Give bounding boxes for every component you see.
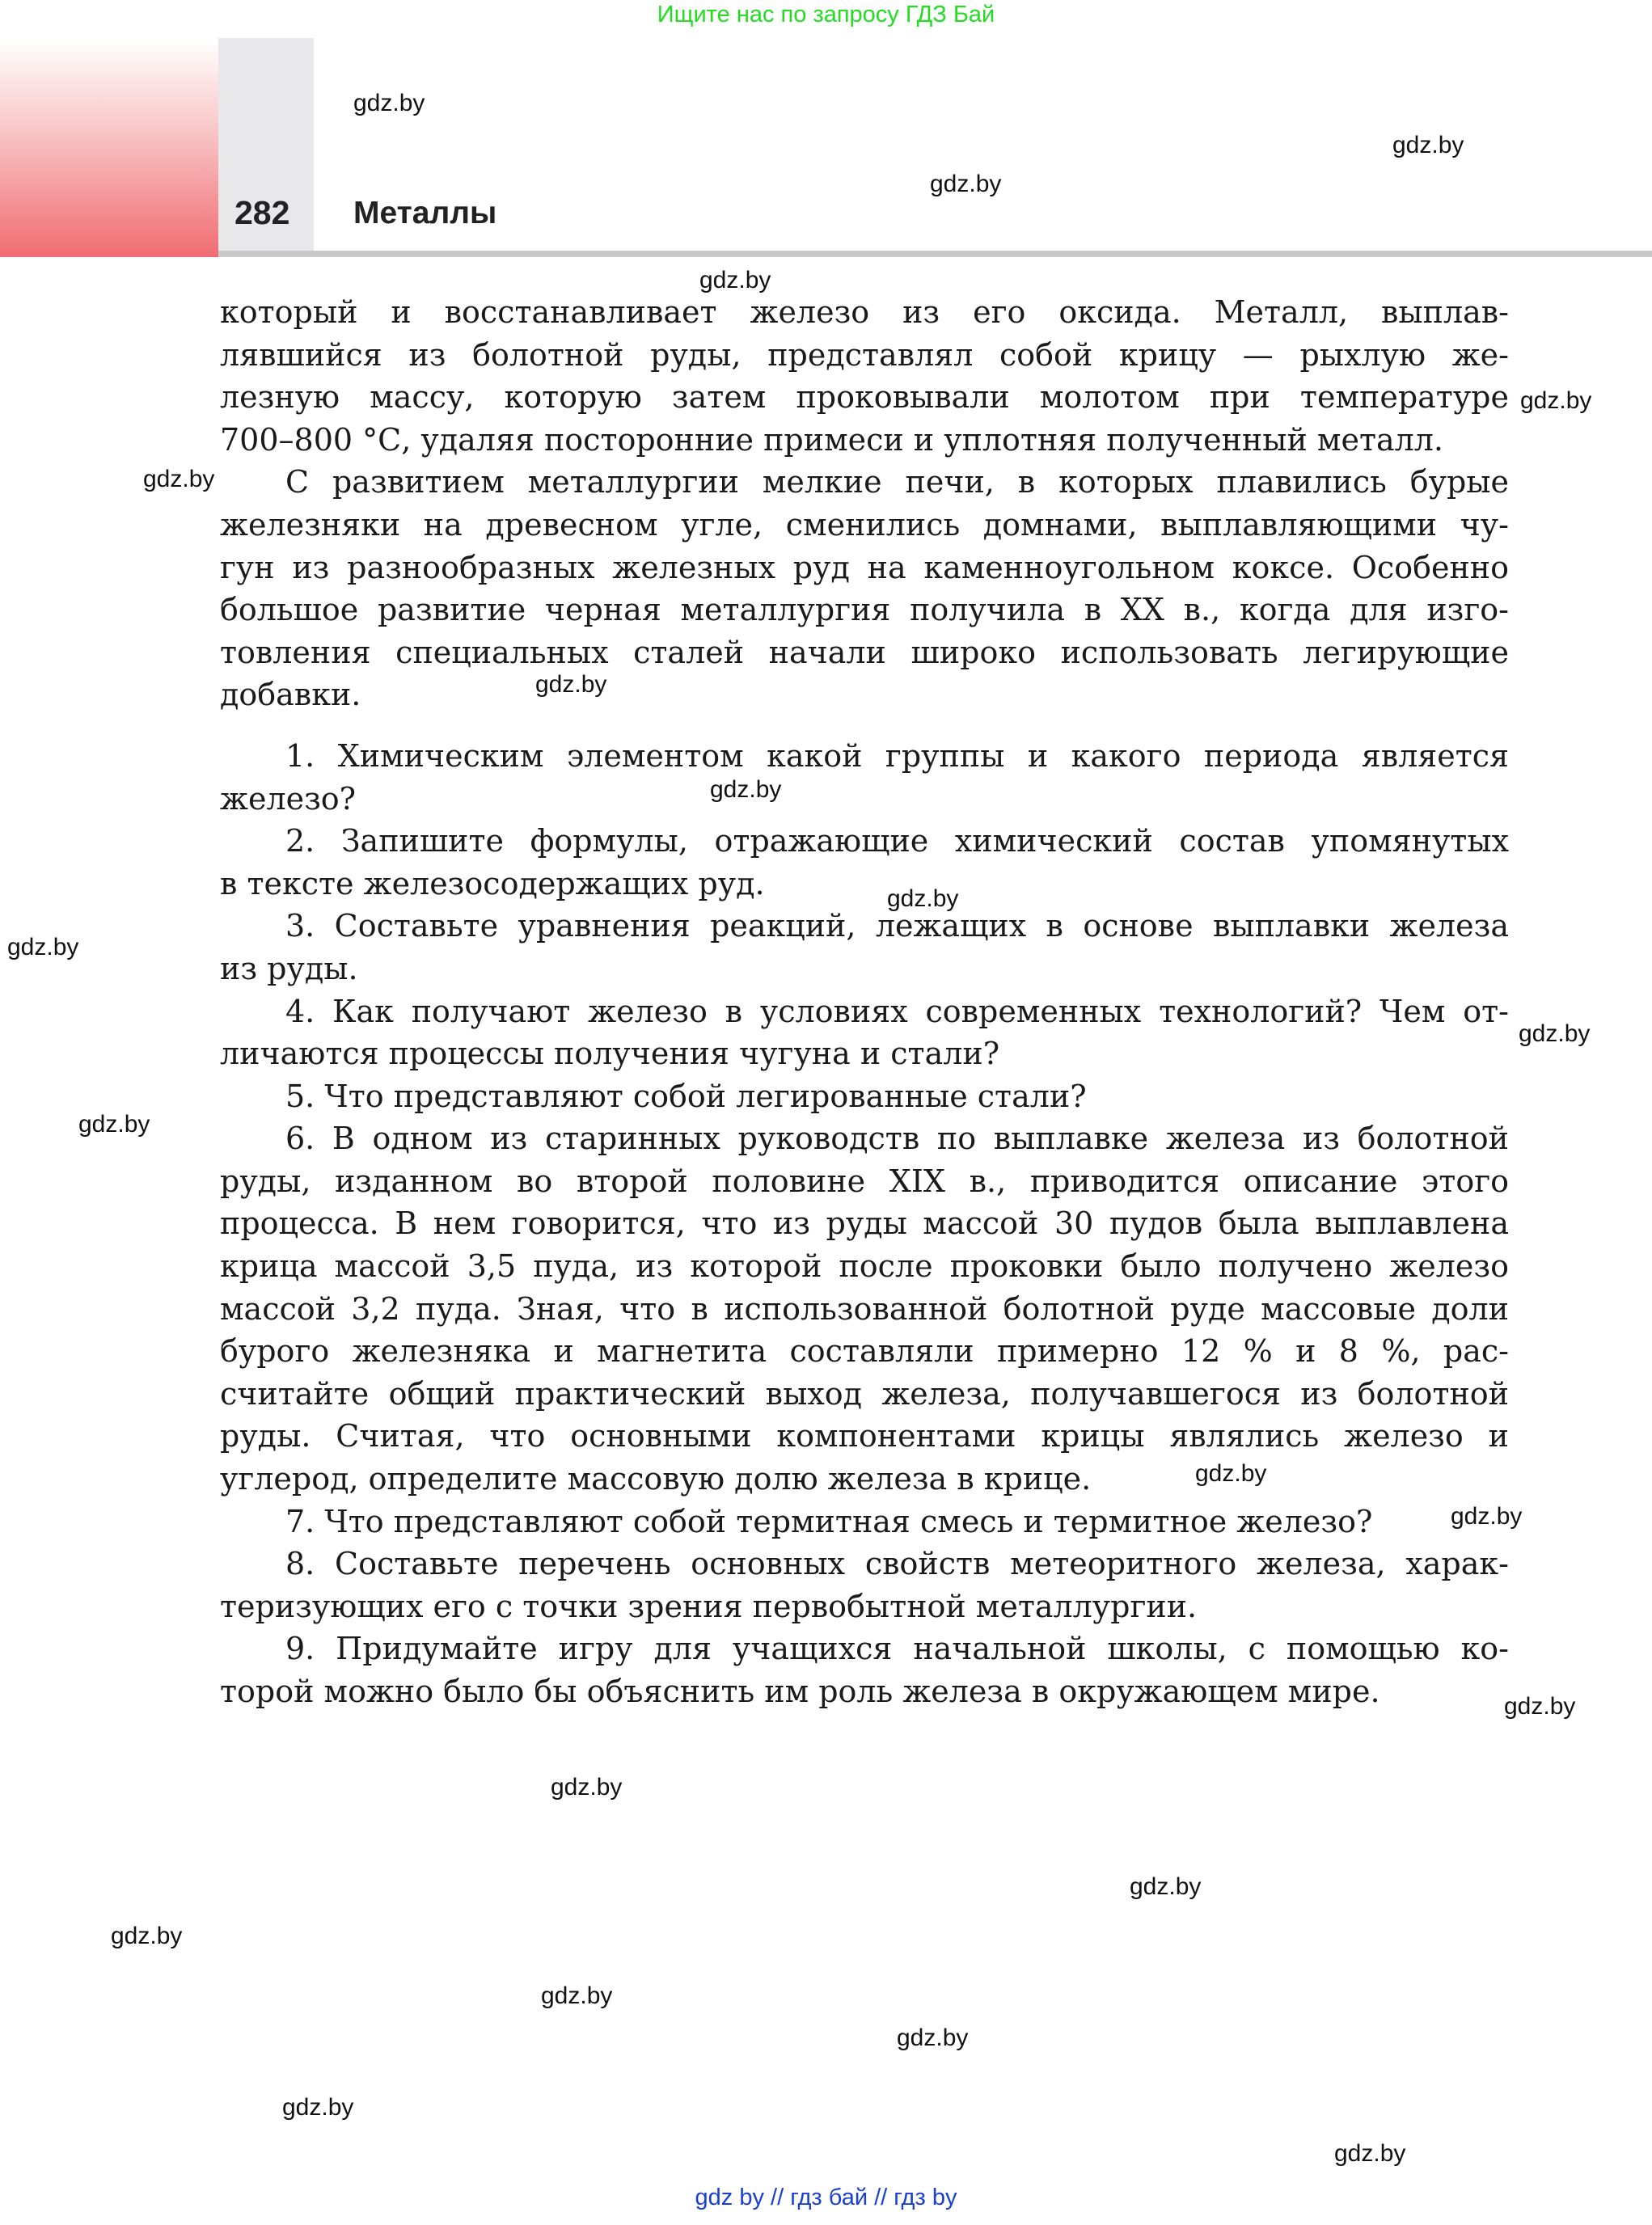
text-line: углерод, определите массовую долю железа в крице. — [220, 1461, 1092, 1497]
watermark: gdz.by — [78, 1111, 150, 1138]
watermark: gdz.by — [1519, 1020, 1591, 1047]
text-line: теризующих его с точки зрения первобытной металлургии. — [220, 1588, 1198, 1624]
text-line: гун из разнообразных железных руд на каменноугольном коксе. Особенно — [220, 549, 1509, 585]
question-item — [220, 990, 1509, 1075]
watermark: gdz.by — [353, 90, 425, 116]
text-line: товления специальных сталей начали широко использовать легирующие — [220, 634, 1509, 670]
text-line: большое развитие черная металлургия получила в XX в., когда для изго- — [220, 592, 1509, 628]
text-line: процесса. В нем говорится, что из руды массой 30 пудов была выплавлена — [220, 1205, 1509, 1242]
text-line: лезную массу, которую затем проковывали молотом при температуре — [220, 379, 1509, 416]
question-item — [220, 1543, 1509, 1628]
text-line: С развитием металлургии мелкие печи, в которых плавились бурые — [285, 464, 1509, 500]
watermark: gdz.by — [699, 267, 771, 293]
question-item — [220, 1117, 1509, 1500]
text-line: 8. Составьте перечень основных свойств метеоритного железа, харак- — [285, 1546, 1509, 1582]
footer-links: gdz by // гдз бай // гдз by — [695, 2185, 957, 2210]
text-line: крица массой 3,5 пуда, из которой после проковки было получено железо — [220, 1248, 1509, 1285]
text-line: добавки. — [220, 677, 361, 713]
section-title: Металлы — [353, 196, 497, 230]
questions-list — [220, 735, 1509, 1713]
watermark: gdz.by — [143, 466, 215, 492]
text-line: считайте общий практический выход железа, получавшегося из болотной — [220, 1375, 1509, 1412]
watermark: gdz.by — [535, 671, 607, 698]
text-line: железняки на древесном угле, сменились домнами, выплавляющими чу- — [220, 506, 1509, 543]
question-item — [220, 735, 1509, 820]
watermark: gdz.by — [897, 2024, 969, 2051]
watermark: gdz.by — [7, 934, 79, 961]
text-line: массой 3,2 пуда. Зная, что в использованной болотной руде массовые доли — [220, 1290, 1509, 1327]
question-item — [220, 1501, 1509, 1543]
question-item — [220, 905, 1509, 990]
watermark: gdz.by — [1130, 1873, 1202, 1900]
text-line: 1. Химическим элементом какой группы и какого периода является — [285, 737, 1509, 774]
paragraph — [220, 291, 1509, 461]
page-corner-decoration — [0, 38, 218, 257]
text-line: 2. Запишите формулы, отражающие химический состав упомянутых — [285, 823, 1509, 859]
page-body — [220, 291, 1509, 1713]
text-line: 4. Как получают железо в условиях современных технологий? Чем от- — [285, 993, 1509, 1029]
paragraph — [220, 461, 1509, 716]
text-line: личаются процессы получения чугуна и стали? — [220, 1036, 1000, 1072]
text-line: 6. В одном из старинных руководств по выплавке железа из болотной — [285, 1121, 1509, 1157]
watermark: gdz.by — [1504, 1693, 1576, 1720]
text-line: лявшийся из болотной руды, представлял собой крицу — рыхлую же- — [220, 336, 1509, 373]
text-line: бурого железняка и магнетита составляли примерно 12 % и 8 %, рас- — [220, 1333, 1509, 1370]
question-item — [220, 820, 1509, 905]
watermark: gdz.by — [1451, 1503, 1523, 1530]
page-number: 282 — [234, 194, 290, 231]
text-line: руды, изданном во второй половине XIX в., приводится описание этого — [220, 1163, 1509, 1199]
watermark: gdz.by — [710, 776, 782, 803]
watermark: gdz.by — [111, 1923, 183, 1949]
watermark: gdz.by — [282, 2094, 354, 2121]
text-line: 7. Что представляют собой термитная смесь и термитное железо? — [285, 1503, 1373, 1539]
main-text — [220, 291, 1509, 716]
text-line: торой можно было бы объяснить им роль железа в окружающем мире. — [220, 1674, 1380, 1709]
watermark: gdz.by — [1392, 132, 1464, 158]
text-line: 5. Что представляют собой легированные стали? — [285, 1078, 1087, 1114]
watermark: gdz.by — [887, 885, 959, 912]
watermark: gdz.by — [1195, 1460, 1267, 1487]
text-line: железо? — [220, 780, 357, 817]
text-line: в тексте железосодержащих руд. — [220, 865, 765, 901]
text-line: руды. Считая, что основными компонентами крицы являлись железо и — [220, 1418, 1509, 1454]
text-line: 700–800 °С, удаляя посторонние примеси и уплотняя полученный металл. — [220, 421, 1443, 458]
text-line: из руды. — [220, 950, 358, 986]
text-line: 3. Составьте уравнения реакций, лежащих в основе выплавки железа — [285, 908, 1509, 944]
watermark: gdz.by — [930, 171, 1002, 197]
watermark: gdz.by — [1520, 387, 1592, 414]
watermark: gdz.by — [541, 1982, 613, 2009]
text-line: который и восстанавливает железо из его оксида. Металл, выплав- — [220, 294, 1509, 330]
search-banner: Ищите нас по запросу ГДЗ Бай — [657, 2, 995, 27]
question-item — [220, 1075, 1509, 1118]
text-line: 9. Придумайте игру для учащихся начальной школы, с помощью ко- — [285, 1631, 1509, 1667]
question-item — [220, 1628, 1509, 1712]
watermark: gdz.by — [1334, 2140, 1406, 2167]
watermark: gdz.by — [551, 1774, 623, 1801]
header-divider — [218, 251, 1652, 257]
